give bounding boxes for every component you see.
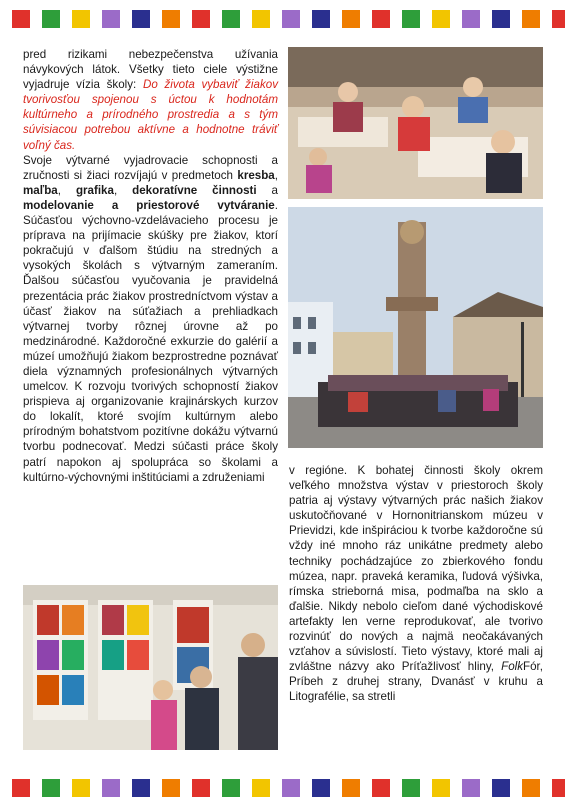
decorative-square xyxy=(192,779,210,797)
decorative-square xyxy=(372,779,390,797)
decorative-square xyxy=(162,10,180,28)
decorative-square xyxy=(72,779,90,797)
decorative-square xyxy=(372,10,390,28)
decorative-square xyxy=(192,10,210,28)
decorative-square xyxy=(432,10,450,28)
subject-malba: maľba xyxy=(23,183,58,197)
decorative-square xyxy=(42,779,60,797)
decorative-square xyxy=(522,779,540,797)
subject-grafika: grafika xyxy=(75,183,114,197)
photo-exhibition-visitors xyxy=(23,585,278,750)
decorative-square xyxy=(492,10,510,28)
decorative-square xyxy=(282,10,300,28)
decorative-square xyxy=(162,779,180,797)
photo-group-trinity-column xyxy=(288,207,543,448)
decorative-square xyxy=(342,779,360,797)
left-text-column xyxy=(23,47,278,485)
decorative-square xyxy=(132,10,150,28)
paragraph-activities: Svoje výtvarné vyjadrovacie schopnosti a zručnosti si žiaci rozvíjajú v predmetoch kresba, maľba, grafika, dekoratívne činnosti a modelovanie a priestorové vytváranie. Súčasťou výchovno-vzdelávacieho procesu je príprava na prijímacie skúšky pre žiakov, ktorí pokračujú v ďalšom štúdiu na stredných a vysokých školách s výtvarným zameraním. Ďalšou súčasťou vyučovania je pravidelná prezentácia prác žiakov prostredníctvom výstav a účasť žiakov na súťažiach a prehliadkach výtvarnej tvorby rôznej úrovne až po medzinárodné. Každoročné exkurzie do galérií a múzeí umožňujú žiakom bezprostredne poznávať diela významných profesionálnych výtvarných umelcov. K rozvoju tvorivých schopností žiakov prispieva aj organizovanie krajinárskych kurzov do lokalít, ktoré svojím kultúrnym alebo prírodným bohatstvom pozitívne dokážu výtvarnú tvorbu podnecovať. Medzi súčasti práce školy patrí napokon aj spolupráca so školami a kultúrno-výchovnými inštitúciami a združeniami xyxy=(23,153,278,484)
subject-kresba: kresba xyxy=(237,168,275,182)
decorative-square xyxy=(432,779,450,797)
decorative-square xyxy=(402,10,420,28)
decorative-square xyxy=(522,10,540,28)
decorative-square xyxy=(342,10,360,28)
decorative-square xyxy=(552,779,565,797)
decorative-square xyxy=(552,10,565,28)
decorative-square xyxy=(312,10,330,28)
decorative-square xyxy=(42,10,60,28)
title-folk: Folk xyxy=(501,660,524,674)
decorative-square xyxy=(72,10,90,28)
decorative-square xyxy=(252,779,270,797)
photo-children-painting xyxy=(288,47,543,199)
decorative-square xyxy=(102,10,120,28)
decorative-square xyxy=(312,779,330,797)
decorative-square-strip-bottom xyxy=(0,779,565,801)
subject-dekorativne: dekoratívne činnosti xyxy=(132,183,257,197)
subject-modelovanie: modelovanie a priestorové vytváranie xyxy=(23,198,275,212)
decorative-square xyxy=(282,779,300,797)
decorative-square xyxy=(252,10,270,28)
paragraph-intro: pred rizikami nebezpečenstva užívania návykových látok. Všetky tieto ciele výstižne vyjadruje vízia školy: Do života vybaviť žiakov tvorivosťou spojenou s úctou k hodnotám kultúrneho a prírodného prostredia a s tým súvisiacou potrebou aktívne a hodnotne tráviť voľný čas. xyxy=(23,48,278,152)
decorative-square xyxy=(12,10,30,28)
decorative-square xyxy=(402,779,420,797)
paragraph-exhibitions: v regióne. K bohatej činnosti školy okrem veľkého množstva výstav v priestoroch školy patria aj výstavy výtvarných prác našich žiakov uskutočňované v Hornonitrianskom múzeu v Prievidzi, kde inšpiráciou k tvorbe každoročne sú vždy iné mnoho ráz unikátne predmety alebo techniky pochádzajúce zo zbierkového fondu múzea, napr. praveká keramika, ľudová výšivka, rímska strieborná misa, podmaľba na sklo a ďalšie. Nikdy nebolo cieľom dané východiskové artefakty len verne reprodukovať, ale tvorivo rozvinúť do nových a najmä neočakávaných vzťahov a súvislostí. Tieto výstavy, ktoré mali aj zvláštne názvy ako Príťažlivosť hliny, FolkFór, Príbeh z druhej strany, Dvanásť v kruhu a Litografélie, sa stretli xyxy=(289,464,543,704)
decorative-square-strip-top xyxy=(0,10,565,32)
decorative-square xyxy=(222,779,240,797)
decorative-square xyxy=(222,10,240,28)
decorative-square xyxy=(462,10,480,28)
decorative-square xyxy=(462,779,480,797)
decorative-square xyxy=(492,779,510,797)
right-text-column xyxy=(289,463,543,705)
school-vision-quote: Do života vybaviť žiakov tvorivosťou spojenou s úctou k hodnotám kultúrneho a prírodného prostredia a s tým súvisiacou potrebou aktívne a hodnotne tráviť voľný čas. xyxy=(23,78,278,152)
decorative-square xyxy=(102,779,120,797)
decorative-square xyxy=(12,779,30,797)
decorative-square xyxy=(132,779,150,797)
